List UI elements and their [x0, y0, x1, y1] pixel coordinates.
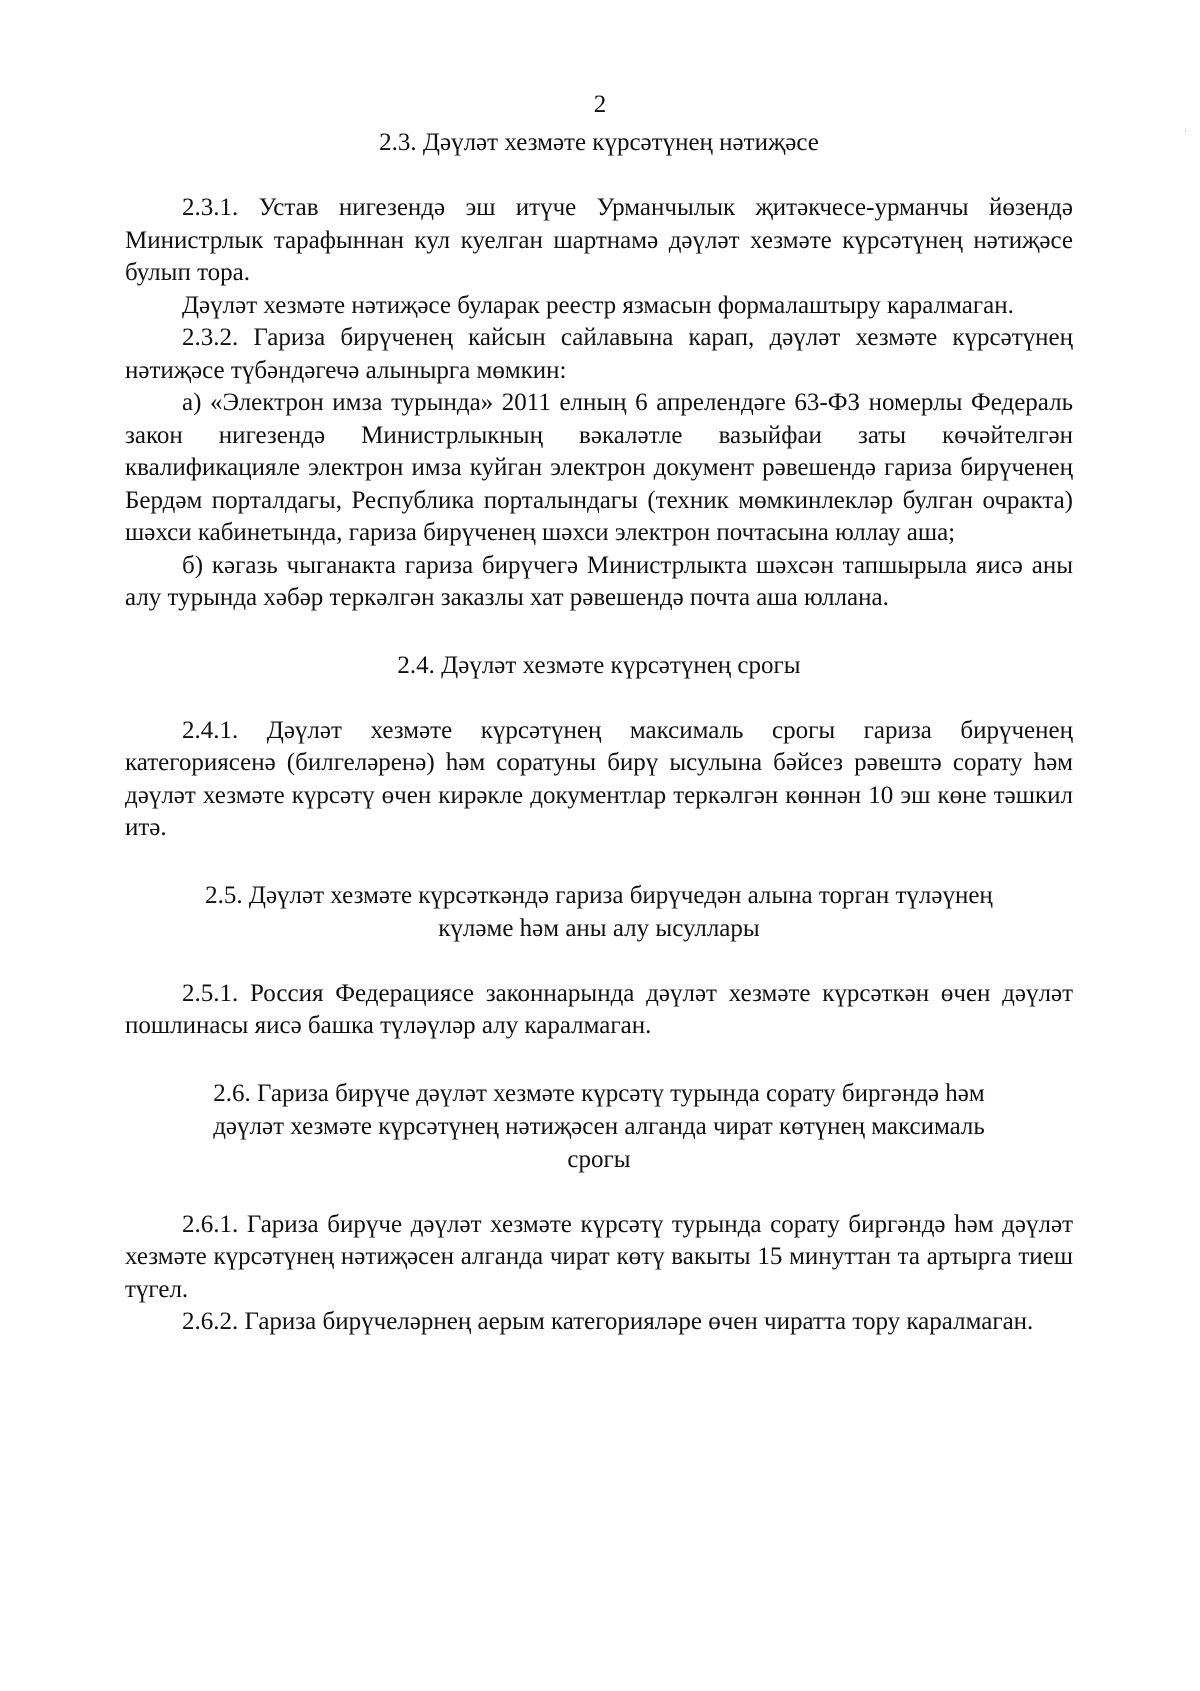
section-heading-2-6-line-1: 2.6. Гариза бирүче дәүләт хезмәте күрсәтү турында сорату биргәндә һәм [213, 1079, 985, 1107]
spacer [125, 945, 1073, 978]
paragraph-2-3-1-note: Дәүләт хезмәте нәтиҗәсе буларак реестр язмасын формалаштыру каралмаган. [182, 291, 1014, 319]
paragraph-2-3-2-a: а) «Электрон имза турында» 2011 елның 6 апрелендәге 63-ФЗ номерлы Федераль закон нигезендә Министрлыкның вәкаләтле вазыйфаи заты көчәйтелгән квалификацияле электрон имза куйган электрон документ рәвешендә гариза бирүченең Бердәм порталдагы, Республика порталындагы (техник мөмкинлекләр булган очракта) шәхси кабинетында, гариза бирүченең шәхси электрон почтасына юллау аша; [125, 389, 1073, 546]
scan-artifact [1185, 130, 1186, 132]
page-number: 2 [593, 91, 607, 118]
paragraph-2-3-1: 2.3.1. Устав нигезендә эш итүче Урманчылык җитәкчесе-урманчы йөзендә Министрлык тарафыннан кул куелган шартнамә дәүләт хезмәте күрсәтүнең нәтиҗәсе булып тора. [125, 194, 1073, 286]
paragraph-2-6-1: 2.6.1. Гариза бирүче дәүләт хезмәте күрсәтү турында сорату биргәндә һәм дәүләт хезмәте күрсәтүнең нәтиҗәсен алганда чират көтү вакыты 15 минуттан та артырга тиеш түгел. [125, 1210, 1073, 1303]
paragraph-2-3-2: 2.3.2. Гариза бирүченең кайсын сайлавына карап, дәүләт хезмәте күрсәтүнең нәтиҗәсе түбәндәгечә алынырга мөмкин: [125, 324, 1073, 384]
paragraph-2-6-2: 2.6.2. Гариза бирүчеләрнең аерым категорияләре өчен чиратта тору каралмаган. [182, 1308, 1034, 1335]
paragraph-2-4-1: 2.4.1. Дәүләт хезмәте күрсәтүнең максималь срогы гариза бирүченең категориясенә (билгеләренә) һәм соратуны бирү ысулына бәйсез рәвештә сорату һәм дәүләт хезмәте күрсәтү өчен кирәкле документлар теркәлгән көннән 10 эш көне тәшкил итә. [125, 716, 1073, 841]
section-heading-2-4: 2.4. Дәүләт хезмәте күрсәтүнең срогы [397, 651, 801, 679]
section-heading-2-6-line-3: срогы [567, 1145, 631, 1173]
section-heading-2-5-line-1: 2.5. Дәүләт хезмәте күрсәткәндә гариза бирүчедән алына торган түләүнең [205, 881, 993, 909]
paragraph-2-5-1: 2.5.1. Россия Федерациясе законнарында дәүләт хезмәте күрсәткән өчен дәүләт пошлинасы яисә башка түләүләр алу каралмаган. [125, 979, 1073, 1039]
section-heading-2-5-line-2: күләме һәм аны алу ысуллары [438, 914, 760, 942]
spacer [125, 1043, 1073, 1077]
spacer [125, 682, 1073, 715]
spacer [125, 1176, 1073, 1209]
section-heading-2-6-line-2: дәүләт хезмәте күрсәтүнең нәтиҗәсен алганда чират көтүнең максималь [213, 1112, 985, 1140]
document-body [125, 126, 1073, 1339]
spacer [125, 845, 1073, 879]
paragraph-2-3-2-b: б) кәгазь чыганакта гариза бирүчегә Министрлыкта шәхсән тапшырыла яисә аны алу турында хәбәр теркәлгән заказлы хат рәвешендә почта аша юллана. [125, 551, 1073, 611]
section-heading-2-6 [125, 1077, 1073, 1176]
section-heading-2-3: 2.3. Дәүләт хезмәте күрсәтүнең нәтиҗәсе [379, 129, 819, 156]
spacer [125, 159, 1073, 192]
section-heading-2-5 [125, 879, 1073, 945]
spacer [125, 615, 1073, 649]
